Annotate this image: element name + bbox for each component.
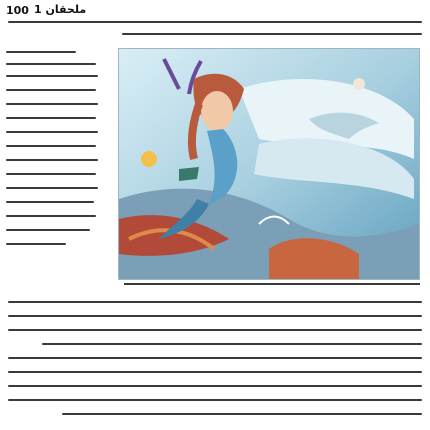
text-line <box>62 408 422 420</box>
text-line <box>8 394 422 406</box>
text-line <box>8 324 422 336</box>
text-line <box>8 352 422 364</box>
text-line <box>42 338 422 350</box>
text-line <box>6 98 98 110</box>
text-line <box>6 196 94 208</box>
page-header-title: ملحقان 1 <box>34 3 87 16</box>
mermaid-dolphin-illustration-icon <box>118 48 420 280</box>
text-line <box>6 182 98 194</box>
text-line <box>8 296 422 308</box>
text-line <box>6 58 96 70</box>
text-line <box>122 28 422 40</box>
text-line <box>8 16 422 28</box>
text-line <box>6 84 96 96</box>
text-line <box>6 238 66 250</box>
text-line <box>6 126 98 138</box>
text-line <box>6 154 98 166</box>
text-line <box>6 210 96 222</box>
text-line <box>6 46 76 58</box>
text-line <box>6 168 96 180</box>
illustration-caption-line <box>124 278 420 290</box>
text-line <box>6 224 90 236</box>
text-line <box>8 366 422 378</box>
text-line <box>6 140 96 152</box>
text-line <box>6 112 96 124</box>
text-line <box>8 380 422 392</box>
text-line <box>6 70 98 82</box>
page-number: 100 <box>6 4 29 17</box>
text-line <box>8 310 422 322</box>
